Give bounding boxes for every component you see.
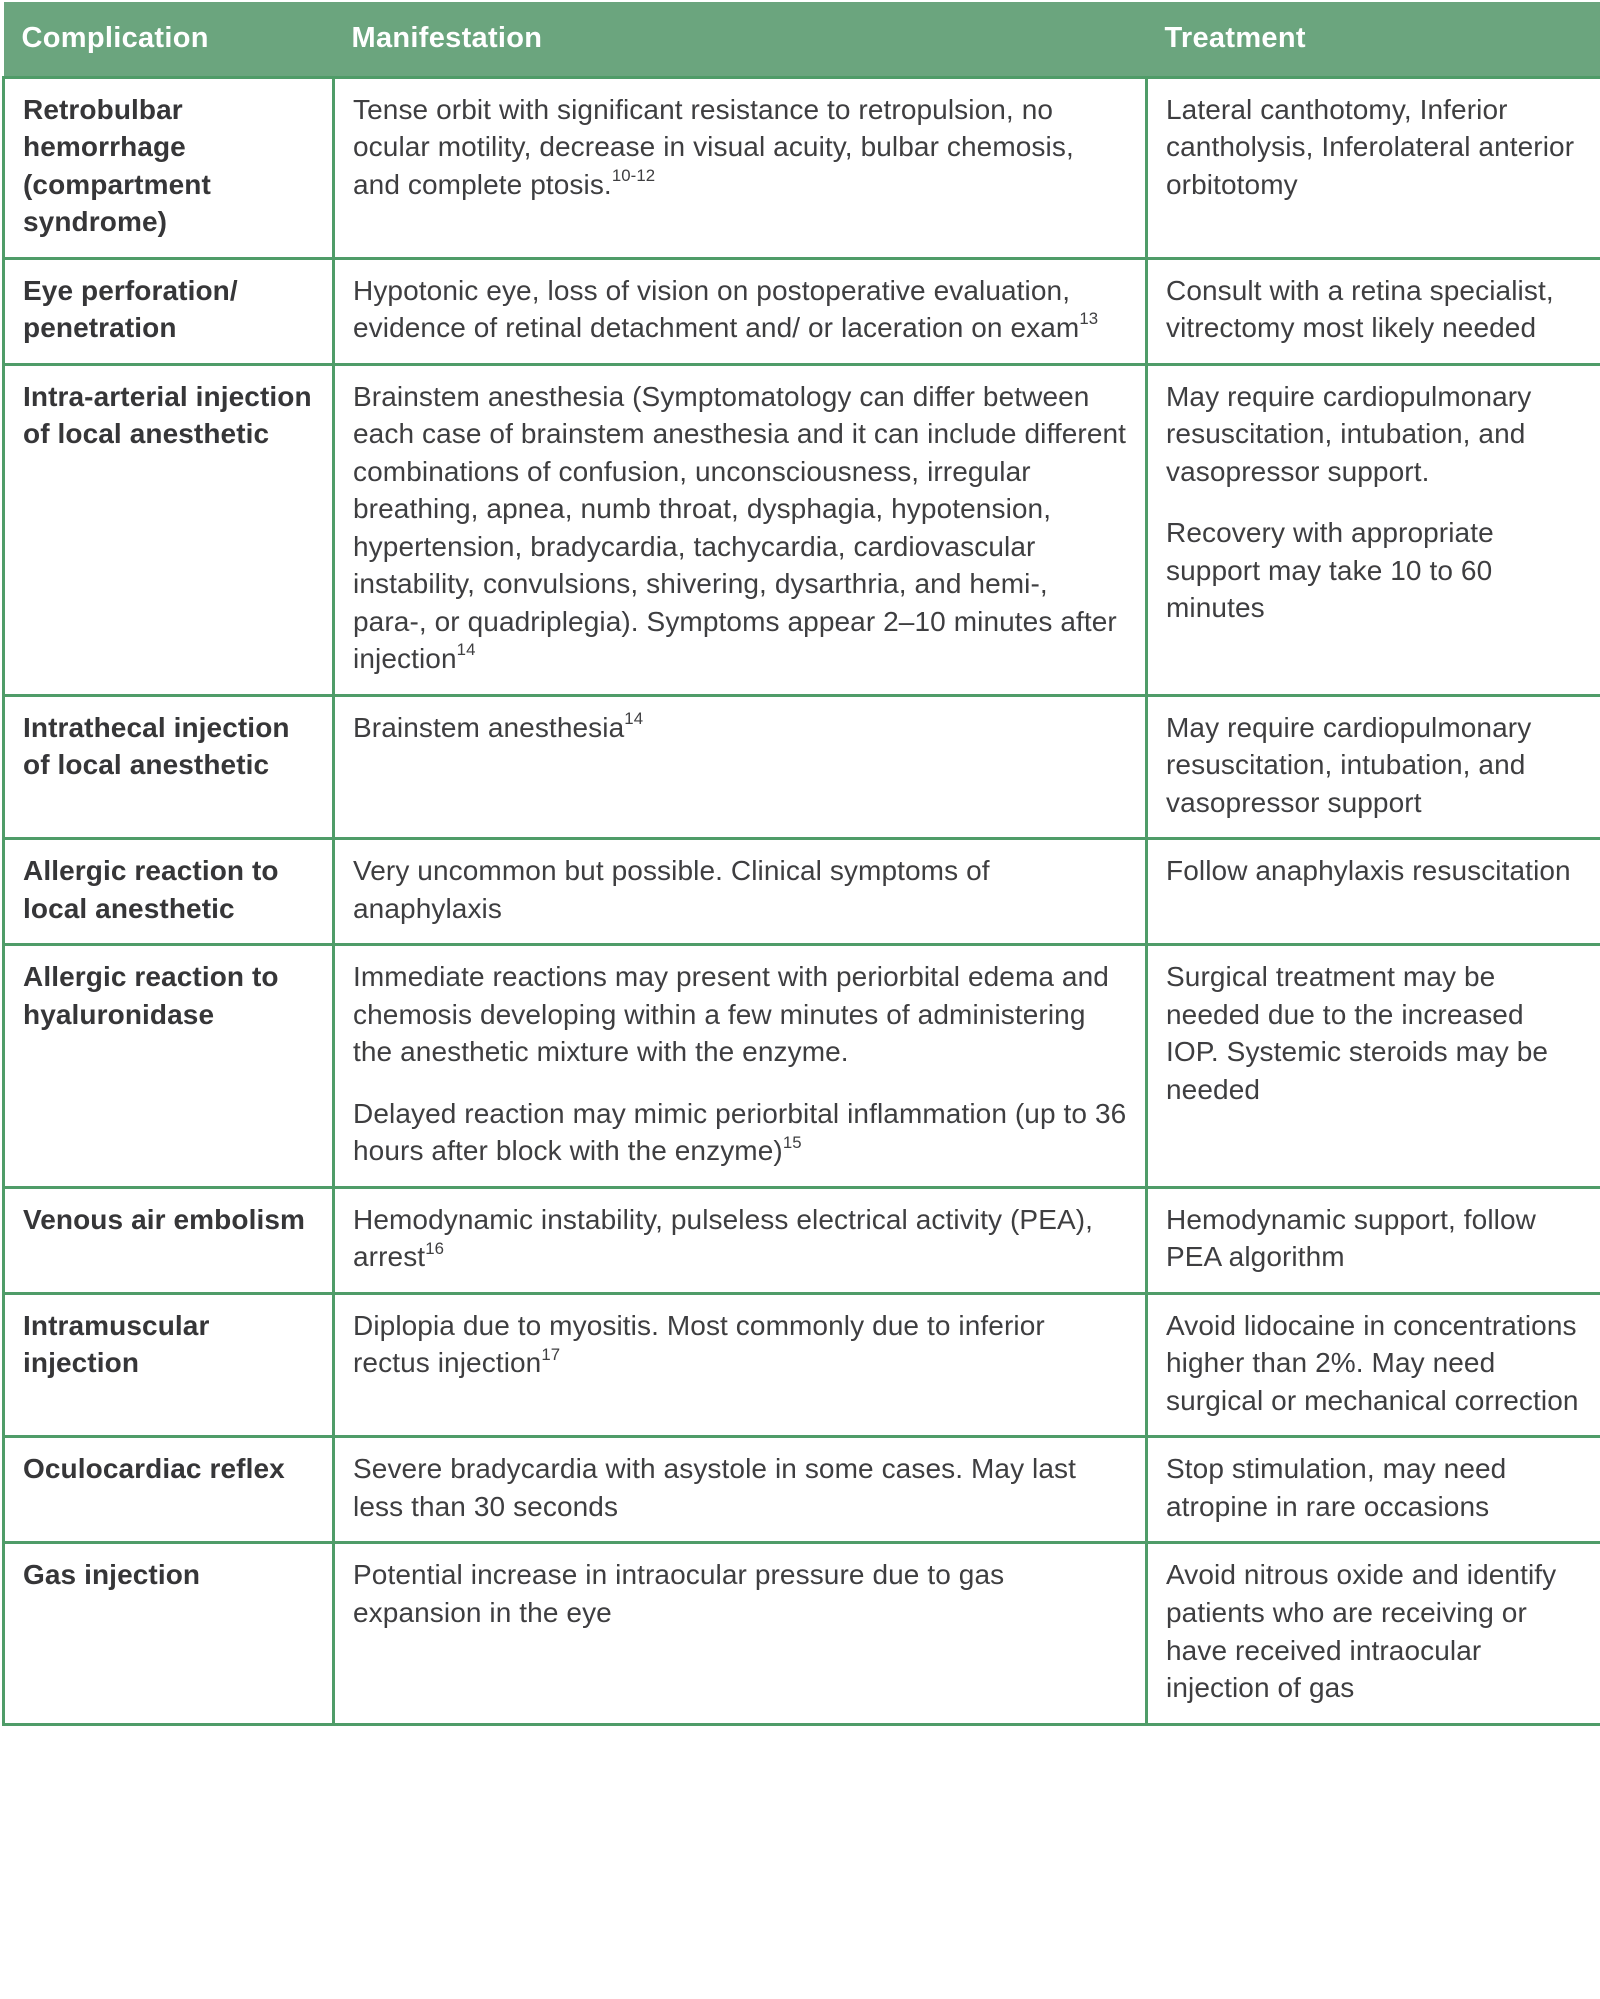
complication-cell (4, 1437, 334, 1543)
header-row (4, 2, 1600, 77)
manifestation-cell (334, 695, 1147, 839)
complication-cell (4, 695, 334, 839)
treatment-cell (1147, 1293, 1600, 1437)
manifestation-cell (334, 364, 1147, 695)
treatment-cell (1147, 1543, 1600, 1724)
complication-cell (4, 839, 334, 945)
complication-cell (4, 1187, 334, 1293)
reference-superscript: 15 (782, 1132, 802, 1152)
cell-paragraph: Stop stimulation, may need atropine in rare occasions (1166, 1453, 1507, 1522)
cell-paragraph: Retrobulbar hemorrhage (compartment syndrome) (23, 93, 211, 238)
manifestation-cell (334, 1187, 1147, 1293)
cell-paragraph: Hypotonic eye, loss of vision on postoperative evaluation, evidence of retinal detachment and/ or laceration on exam$^{13}$ (353, 274, 1099, 344)
table-row (4, 839, 1600, 945)
table-row (4, 695, 1600, 839)
complication-cell (4, 364, 334, 695)
reference-superscript: 16 (425, 1238, 445, 1258)
cell-paragraph: Surgical treatment may be needed due to the increased IOP. Systemic steroids may be needed (1166, 961, 1549, 1105)
manifestation-cell (334, 839, 1147, 945)
cell-paragraph: Brainstem anesthesia (Symptomatology can differ between each case of brainstem anesthesia and it can include different combinations of confusion, unconsciousness, irregular breathing, apnea, numb throat, dysphagia, hypotension, hypertension, bradycardia, tachycardia, cardiovascular instability, convulsions, shivering, dysarthria, and hemi-, para-, or quadriplegia). Symptoms appear 2–10 minutes after injection$^{14}$ (353, 380, 1127, 675)
treatment-cell (1147, 77, 1600, 258)
manifestation-cell (334, 1543, 1147, 1724)
cell-paragraph: Recovery with appropriate support may take 10 to 60 minutes (1166, 517, 1494, 624)
reference-superscript: 13 (1079, 309, 1099, 329)
treatment-cell (1147, 1437, 1600, 1543)
cell-paragraph: Intramuscular injection (23, 1309, 210, 1379)
complication-cell (4, 945, 334, 1188)
complication-cell (4, 77, 334, 258)
column-header-manifestation: Manifestation (334, 2, 1147, 77)
table-row (4, 945, 1600, 1188)
cell-paragraph: Hemodynamic instability, pulseless electrical activity (PEA), arrest$^{16}$ (353, 1203, 1094, 1273)
cell-paragraph: May require cardiopulmonary resuscitation, intubation, and vasopressor support (1166, 711, 1532, 818)
treatment-cell (1147, 258, 1600, 364)
treatment-cell (1147, 364, 1600, 695)
cell-paragraph: Intra-arterial injection of local anesthetic (23, 380, 312, 450)
manifestation-cell (334, 77, 1147, 258)
cell-paragraph: Eye perforation/ penetration (23, 274, 238, 344)
cell-paragraph: Allergic reaction to hyaluronidase (23, 961, 279, 1030)
table-row (4, 1543, 1600, 1724)
cell-paragraph: Immediate reactions may present with periorbital edema and chemosis developing within a few minutes of administering the anesthetic mixture with the enzyme. (353, 961, 1109, 1068)
cell-paragraph: Lateral canthotomy, Inferior cantholysis, Inferolateral anterior orbitotomy (1166, 93, 1575, 200)
table-row (4, 1293, 1600, 1437)
cell-paragraph: Very uncommon but possible. Clinical symptoms of anaphylaxis (353, 855, 990, 924)
reference-superscript: 14 (624, 708, 644, 728)
treatment-cell (1147, 839, 1600, 945)
cell-paragraph: Oculocardiac reflex (23, 1453, 285, 1485)
complication-cell (4, 1543, 334, 1724)
column-header-complication: Complication (4, 2, 334, 77)
cell-paragraph: Venous air embolism (23, 1203, 305, 1235)
complications-table (2, 2, 1600, 1726)
table-body (4, 77, 1600, 1724)
cell-paragraph: Severe bradycardia with asystole in some cases. May last less than 30 seconds (353, 1453, 1077, 1522)
cell-paragraph: Brainstem anesthesia$^{14}$ (353, 708, 644, 743)
reference-superscript: 14 (456, 640, 476, 660)
manifestation-cell (334, 1437, 1147, 1543)
cell-paragraph: Intrathecal injection of local anesthetic (23, 711, 290, 781)
cell-paragraph: Diplopia due to myositis. Most commonly due to inferior rectus injection$^{17}$ (353, 1309, 1045, 1379)
cell-paragraph: Potential increase in intraocular pressure due to gas expansion in the eye (353, 1559, 1005, 1628)
cell-paragraph: Gas injection (23, 1559, 201, 1591)
cell-paragraph: Avoid nitrous oxide and identify patients who are receiving or have received intraocular injection of gas (1166, 1559, 1557, 1704)
table-row (4, 1187, 1600, 1293)
treatment-cell (1147, 1187, 1600, 1293)
cell-paragraph: Allergic reaction to local anesthetic (23, 855, 279, 924)
manifestation-cell (334, 945, 1147, 1188)
cell-paragraph: Tense orbit with significant resistance to retropulsion, no ocular motility, decrease in visual acuity, bulbar chemosis, and complete ptosis.$^{10-12}$ (353, 93, 1074, 200)
cell-paragraph: Follow anaphylaxis resuscitation (1166, 855, 1571, 887)
manifestation-cell (334, 1293, 1147, 1437)
complication-cell (4, 1293, 334, 1437)
manifestation-cell (334, 258, 1147, 364)
cell-paragraph: Delayed reaction may mimic periorbital inflammation (up to 36 hours after block with the enzyme)$^{15}$ (353, 1097, 1127, 1167)
table-header (4, 2, 1600, 77)
table-row (4, 77, 1600, 258)
treatment-cell (1147, 695, 1600, 839)
table-row (4, 258, 1600, 364)
cell-paragraph: May require cardiopulmonary resuscitation, intubation, and vasopressor support. (1166, 380, 1532, 487)
cell-paragraph: Hemodynamic support, follow PEA algorithm (1166, 1203, 1536, 1273)
table-row (4, 364, 1600, 695)
cell-paragraph: Avoid lidocaine in concentrations higher than 2%. May need surgical or mechanical correction (1166, 1309, 1579, 1416)
column-header-treatment: Treatment (1147, 2, 1600, 77)
reference-superscript: 10-12 (611, 165, 656, 185)
table-row (4, 1437, 1600, 1543)
treatment-cell (1147, 945, 1600, 1188)
complication-cell (4, 258, 334, 364)
reference-superscript: 17 (541, 1344, 561, 1364)
cell-paragraph: Consult with a retina specialist, vitrectomy most likely needed (1166, 274, 1554, 344)
